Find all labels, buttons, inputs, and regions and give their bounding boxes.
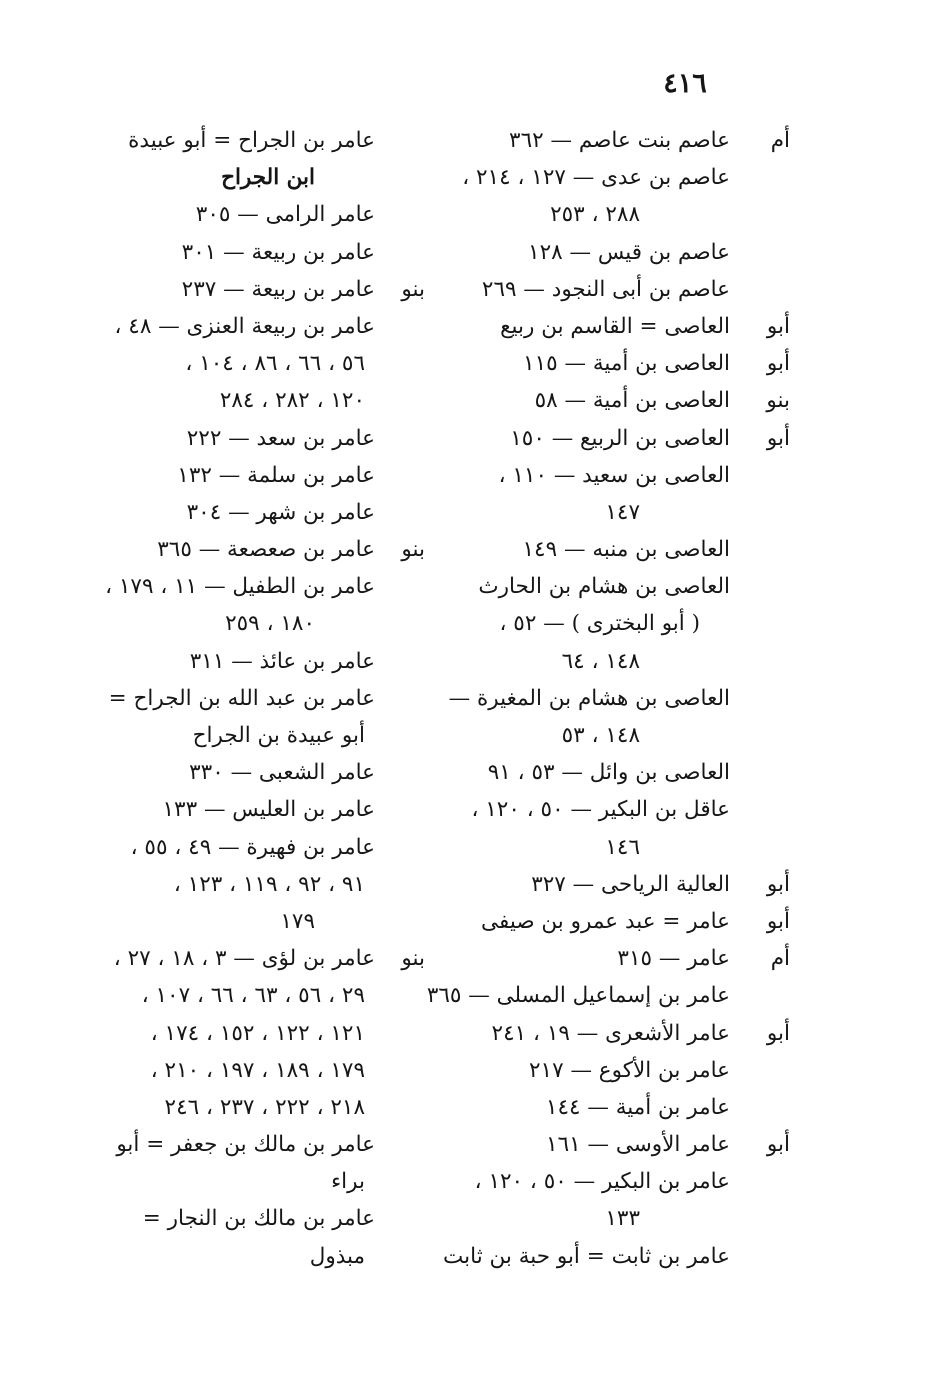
entry-prefix: أبو xyxy=(766,871,790,897)
index-entry xyxy=(430,420,790,457)
entry-prefix: أبو xyxy=(766,351,790,377)
entry-text: العاصى بن أمية — ١١٥ xyxy=(523,351,730,377)
index-entry-continuation xyxy=(70,605,415,642)
index-entry-continuation xyxy=(70,717,415,754)
index-entry xyxy=(70,568,415,605)
index-entry-continuation xyxy=(70,159,415,196)
index-entry xyxy=(70,829,415,866)
index-entry xyxy=(430,568,790,605)
entry-text: عاصم بن قيس — ١٢٨ xyxy=(528,239,730,265)
entry-text: عامر بن العليس — ١٣٣ xyxy=(162,797,375,823)
entry-text: ١٧٩ xyxy=(280,908,315,934)
index-entry xyxy=(70,1126,415,1163)
entry-text: ١٣٣ xyxy=(605,1206,640,1232)
entry-text: ٢١٨ ، ٢٢٢ ، ٢٣٧ ، ٢٤٦ xyxy=(164,1094,365,1120)
index-entry xyxy=(430,1238,790,1275)
index-entry xyxy=(430,940,790,977)
entry-text: عامر بن عائذ — ٣١١ xyxy=(189,648,375,674)
index-entry xyxy=(430,345,790,382)
index-entry xyxy=(430,1089,790,1126)
index-entry xyxy=(70,122,415,159)
index-entry xyxy=(430,866,790,903)
entry-text: عامر بن لؤى — ٣ ، ١٨ ، ٢٧ ، xyxy=(113,946,375,972)
entry-text: عامر بن الأكوع — ٢١٧ xyxy=(528,1057,730,1083)
entry-text: عامر — ٣١٥ xyxy=(617,946,730,972)
entry-text: عامر بن مالك بن جعفر = أبو xyxy=(116,1132,375,1158)
entry-text: ٢٨٨ ، ٢٥٣ xyxy=(550,202,640,228)
index-entry xyxy=(430,1126,790,1163)
index-entry xyxy=(430,680,790,717)
entry-text: ( أبو البخترى ) — ٥٢ ، xyxy=(499,611,700,637)
index-entry xyxy=(430,1163,790,1200)
entry-text: العاصى بن منبه — ١٤٩ xyxy=(522,537,730,563)
entry-text: عامر الرامى — ٣٠٥ xyxy=(195,202,375,228)
entry-text: العاصى بن أمية — ٥٨ xyxy=(534,388,730,414)
entry-text: عامر بن إسماعيل المسلى — ٣٦٥ xyxy=(426,983,730,1009)
entry-text: عامر بن سعد — ٢٢٢ xyxy=(186,425,375,451)
index-entry-continuation xyxy=(70,903,415,940)
index-column-left xyxy=(70,122,425,1275)
entry-text: عامر بن الطفيل — ١١ ، ١٧٩ ، xyxy=(105,574,375,600)
index-entry-continuation xyxy=(70,382,415,419)
entry-prefix: بنو xyxy=(401,946,425,972)
entry-prefix: بنو xyxy=(401,537,425,563)
entry-text: ٩١ ، ٩٢ ، ١١٩ ، ١٢٣ ، xyxy=(173,871,365,897)
index-entry-continuation xyxy=(430,196,790,233)
entry-text: عامر بن مالك بن النجار = xyxy=(142,1206,375,1232)
entry-prefix: أبو xyxy=(766,908,790,934)
index-entry-continuation xyxy=(70,345,415,382)
index-entry xyxy=(430,1015,790,1052)
index-entry xyxy=(70,1200,415,1237)
index-entry-continuation xyxy=(70,1238,415,1275)
entry-text: عامر بن ربيعة — ٣٠١ xyxy=(181,239,375,265)
index-entry xyxy=(430,903,790,940)
index-entry xyxy=(430,531,790,568)
entry-text: عامر بن فهيرة — ٤٩ ، ٥٥ ، xyxy=(130,834,375,860)
index-entry-continuation xyxy=(70,1015,415,1052)
entry-text: العاصى بن هشام بن الحارث xyxy=(478,574,730,600)
entry-text: عامر بن شهر — ٣٠٤ xyxy=(186,499,375,525)
index-entry-continuation xyxy=(70,1163,415,1200)
entry-text: العالية الرياحى — ٣٢٧ xyxy=(531,871,730,897)
entry-text: عامر بن أمية — ١٤٤ xyxy=(545,1094,730,1120)
entry-text: العاصى بن هشام بن المغيرة — xyxy=(448,685,730,711)
index-entry xyxy=(430,791,790,828)
entry-text: ١٤٧ xyxy=(605,499,640,525)
index-entry xyxy=(430,308,790,345)
entry-text: ١٤٨ ، ٥٣ xyxy=(561,723,640,748)
entry-text: عامر الأشعرى — ١٩ ، ٢٤١ xyxy=(491,1020,730,1046)
index-entry-continuation xyxy=(70,977,415,1014)
index-entry xyxy=(430,122,790,159)
entry-text: عامر بن ربيعة العنزى — ٤٨ ، xyxy=(114,313,375,339)
index-entry xyxy=(70,420,415,457)
index-entry-continuation xyxy=(430,643,790,680)
index-entry xyxy=(430,382,790,419)
index-entry xyxy=(70,680,415,717)
entry-text: العاصى بن سعيد — ١١٠ ، xyxy=(498,462,730,488)
entry-text: عامر بن سلمة — ١٣٢ xyxy=(177,462,375,488)
index-entry xyxy=(70,308,415,345)
index-entry-continuation xyxy=(70,1052,415,1089)
entry-prefix: أم xyxy=(770,946,790,972)
entry-text: عامر بن ثابت = أبو حبة بن ثابت xyxy=(443,1243,730,1269)
entry-text: عامر بن البكير — ٥٠ ، ١٢٠ ، xyxy=(474,1169,730,1195)
page-number: ٤١٦ xyxy=(663,68,707,99)
entry-prefix: بنو xyxy=(401,276,425,302)
index-entry xyxy=(70,643,415,680)
index-entry-continuation xyxy=(430,494,790,531)
entry-prefix: أبو xyxy=(766,1132,790,1158)
entry-text: العاصى بن وائل — ٥٣ ، ٩١ xyxy=(487,760,730,786)
index-entry-continuation xyxy=(430,717,790,754)
entry-text: عامر بن ربيعة — ٢٣٧ xyxy=(181,276,375,302)
index-entry xyxy=(70,754,415,791)
index-entry xyxy=(70,531,425,568)
entry-text: العاصى = القاسم بن ربيع xyxy=(500,313,730,339)
entry-text: العاصى بن الربيع — ١٥٠ xyxy=(510,425,730,451)
entry-text: مبذول xyxy=(309,1243,365,1269)
index-entry xyxy=(430,457,790,494)
index-entry-continuation xyxy=(430,1200,790,1237)
entry-text: عامر الشعبى — ٣٣٠ xyxy=(189,760,375,786)
index-entry xyxy=(70,234,415,271)
index-entry-continuation xyxy=(70,866,415,903)
entry-prefix: أبو xyxy=(766,425,790,451)
entry-text: عاصم بن عدى — ١٢٧ ، ٢١٤ ، xyxy=(462,165,730,191)
index-entry xyxy=(430,1052,790,1089)
entry-text: ١٢٠ ، ٢٨٢ ، ٢٨٤ xyxy=(219,388,365,414)
entry-text: عاصم بن أبى النجود — ٢٦٩ xyxy=(481,276,730,302)
entry-text: ١٨٠ ، ٢٥٩ xyxy=(225,611,315,637)
index-entry-continuation xyxy=(70,1089,415,1126)
entry-prefix: أبو xyxy=(766,313,790,339)
entry-text: ١٧٩ ، ١٨٩ ، ١٩٧ ، ٢١٠ ، xyxy=(150,1057,365,1083)
index-entry xyxy=(430,754,790,791)
index-entry xyxy=(430,159,790,196)
entry-prefix: أم xyxy=(770,128,790,153)
entry-text: ١٤٦ xyxy=(605,834,640,860)
entry-text: أبو عبيدة بن الجراح xyxy=(192,723,365,748)
index-entry xyxy=(70,457,415,494)
entry-prefix: أبو xyxy=(766,1020,790,1046)
entry-text: براء xyxy=(331,1169,365,1195)
index-entry-continuation xyxy=(430,605,790,642)
entry-text: ٢٩ ، ٥٦ ، ٦٣ ، ٦٦ ، ١٠٧ ، xyxy=(141,983,365,1009)
entry-text: عامر الأوسى — ١٦١ xyxy=(546,1132,730,1158)
index-entry xyxy=(70,196,415,233)
entry-text: ٥٦ ، ٦٦ ، ٨٦ ، ١٠٤ ، xyxy=(185,351,365,377)
entry-text: عامر بن الجراح = أبو عبيدة xyxy=(128,128,375,153)
index-entry xyxy=(426,977,790,1014)
index-entry xyxy=(70,940,425,977)
entry-text: عاقل بن البكير — ٥٠ ، ١٢٠ ، xyxy=(471,797,730,823)
index-entry xyxy=(70,494,415,531)
index-entry xyxy=(70,271,425,308)
entry-text: عامر = عبد عمرو بن صيفى xyxy=(481,908,730,934)
entry-text: ١٢١ ، ١٢٢ ، ١٥٢ ، ١٧٤ ، xyxy=(150,1020,365,1046)
index-entry xyxy=(70,791,415,828)
index-entry xyxy=(430,271,790,308)
index-column-right xyxy=(426,122,790,1275)
entry-text: ١٤٨ ، ٦٤ xyxy=(561,648,640,674)
index-entry xyxy=(430,234,790,271)
entry-text: عامر بن صعصعة — ٣٦٥ xyxy=(157,537,375,563)
entry-text: عامر بن عبد الله بن الجراح = xyxy=(108,685,375,711)
entry-text: عاصم بنت عاصم — ٣٦٢ xyxy=(509,128,730,153)
index-entry-continuation xyxy=(430,829,790,866)
entry-prefix: بنو xyxy=(766,388,790,414)
entry-text: ابن الجراح xyxy=(221,165,315,191)
